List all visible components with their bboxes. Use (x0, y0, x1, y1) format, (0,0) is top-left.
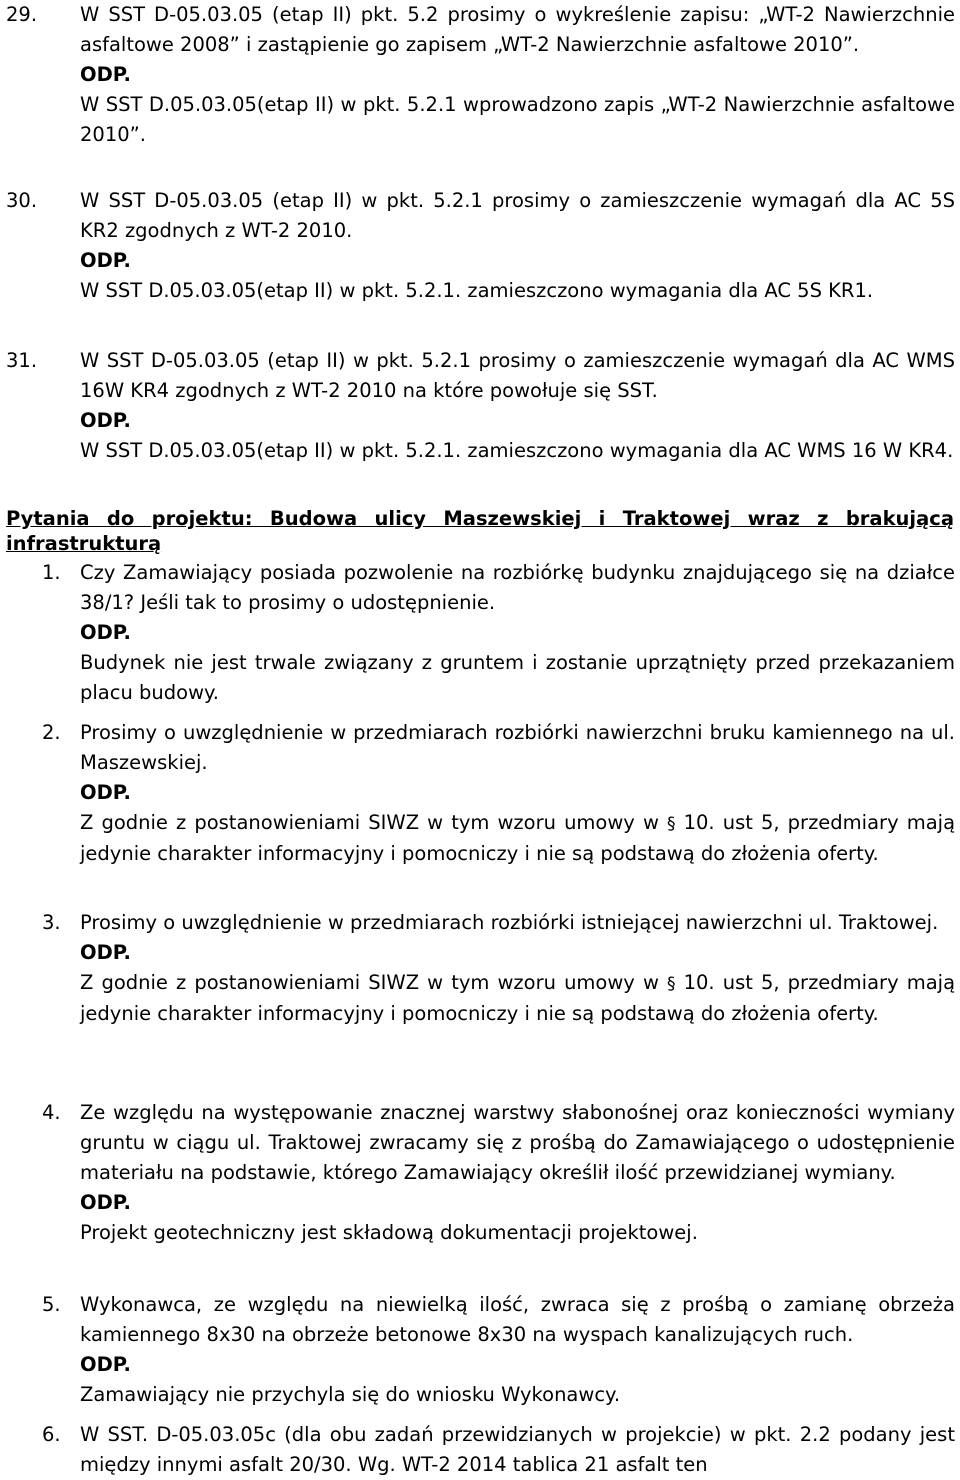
answer-label: ODP. (80, 63, 131, 86)
question-text: W SST D-05.03.05 (etap II) pkt. 5.2 prosimy o wykreślenie zapisu: „WT-2 Nawierzchnie asfaltowe 2008” i zastąpienie go zapisem „WT-2 Nawierzchnie asfaltowe 2010”. (80, 3, 955, 56)
answer-label: ODP. (80, 621, 131, 644)
section-item-5 (0, 1290, 955, 1410)
item-number: 31. (6, 349, 38, 372)
item-number: 6. (42, 1423, 61, 1446)
answer-label: ODP. (80, 781, 131, 804)
answer-text-end: 10. ust 5, przedmiary mają jedynie charakter informacyjny i pomocniczy i nie są podstawą do złożenia oferty. (80, 811, 956, 865)
answer-text: Zamawiający nie przychyla się do wniosku Wykonawcy. (80, 1383, 621, 1406)
question-text: W SST. D-05.03.05c (dla obu zadań przewidzianych w projekcie) w pkt. 2.2 podany jest między innymi asfalt 20/30. Wg. WT-2 2014 tablica 21 asfalt ten (80, 1423, 955, 1476)
question-text: Ze względu na występowanie znacznej warstwy słabonośnej oraz konieczności wymiany gruntu w ciągu ul. Traktowej zwracamy się z prośbą do Zamawiającego o udostępnienie materiału na podstawie, którego Zamawiający określił ilość przewidzianej wymiany. (80, 1101, 955, 1184)
answer-label: ODP. (80, 1191, 131, 1214)
item-number: 30. (6, 189, 38, 212)
section-item-2 (0, 718, 955, 869)
section-symbol: § (667, 814, 676, 834)
section-heading: Pytania do projektu: Budowa ulicy Maszewskiej i Traktowej wraz z brakującą infrastrukturą (6, 507, 954, 555)
item-number: 3. (42, 911, 61, 934)
answer-label: ODP. (80, 409, 131, 432)
section-symbol: § (667, 974, 676, 994)
item-number: 29. (6, 3, 38, 26)
answer-text (80, 808, 955, 869)
item-number: 5. (42, 1293, 61, 1316)
answer-text-start: Z godnie z postanowieniami SIWZ w tym wzoru umowy w (80, 811, 659, 834)
question-text: Prosimy o uwzględnienie w przedmiarach rozbiórki istniejącej nawierzchni ul. Traktowej. (80, 911, 939, 934)
answer-text: Budynek nie jest trwale związany z gruntem i zostanie uprzątnięty przed przekazaniem placu budowy. (80, 651, 955, 704)
answer-text: W SST D.05.03.05(etap II) w pkt. 5.2.1. zamieszczono wymagania dla AC WMS 16 W KR4. (80, 439, 954, 462)
question-text: Wykonawca, ze względu na niewielką ilość, zwraca się z prośbą o zamianę obrzeża kamiennego 8x30 na obrzeże betonowe 8x30 na wyspach kanalizujących ruch. (80, 1293, 955, 1346)
answer-label: ODP. (80, 249, 131, 272)
answer-text-start: Z godnie z postanowieniami SIWZ w tym wzoru umowy w (80, 971, 659, 994)
answer-label: ODP. (80, 941, 131, 964)
qa-item-31 (0, 346, 955, 466)
item-number: 4. (42, 1101, 61, 1124)
section-item-3 (0, 908, 955, 1029)
question-text: W SST D-05.03.05 (etap II) w pkt. 5.2.1 prosimy o zamieszczenie wymagań dla AC 5S KR2 zgodnych z WT-2 2010. (80, 189, 955, 242)
section-item-4 (0, 1098, 955, 1248)
answer-text: W SST D.05.03.05(etap II) w pkt. 5.2.1. zamieszczono wymagania dla AC 5S KR1. (80, 279, 874, 302)
qa-item-29 (0, 0, 955, 150)
section-item-6 (0, 1420, 955, 1480)
question-text: Czy Zamawiający posiada pozwolenie na rozbiórkę budynku znajdującego się na działce 38/1? Jeśli tak to prosimy o udostępnienie. (80, 561, 955, 614)
answer-text (80, 968, 955, 1029)
section-item-1 (0, 558, 955, 708)
question-text: Prosimy o uwzględnienie w przedmiarach rozbiórki nawierzchni bruku kamiennego na ul. Maszewskiej. (80, 721, 955, 774)
item-number: 2. (42, 721, 61, 744)
question-text: W SST D-05.03.05 (etap II) w pkt. 5.2.1 prosimy o zamieszczenie wymagań dla AC WMS 16W KR4 zgodnych z WT-2 2010 na które powołuje się SST. (80, 349, 955, 402)
answer-text: W SST D.05.03.05(etap II) w pkt. 5.2.1 wprowadzono zapis „WT-2 Nawierzchnie asfaltowe 2010”. (80, 93, 955, 146)
answer-text: Projekt geotechniczny jest składową dokumentacji projektowej. (80, 1221, 698, 1244)
item-number: 1. (42, 561, 61, 584)
qa-item-30 (0, 186, 955, 306)
answer-text-end: 10. ust 5, przedmiary mają jedynie charakter informacyjny i pomocniczy i nie są podstawą do złożenia oferty. (80, 971, 956, 1025)
answer-label: ODP. (80, 1353, 131, 1376)
